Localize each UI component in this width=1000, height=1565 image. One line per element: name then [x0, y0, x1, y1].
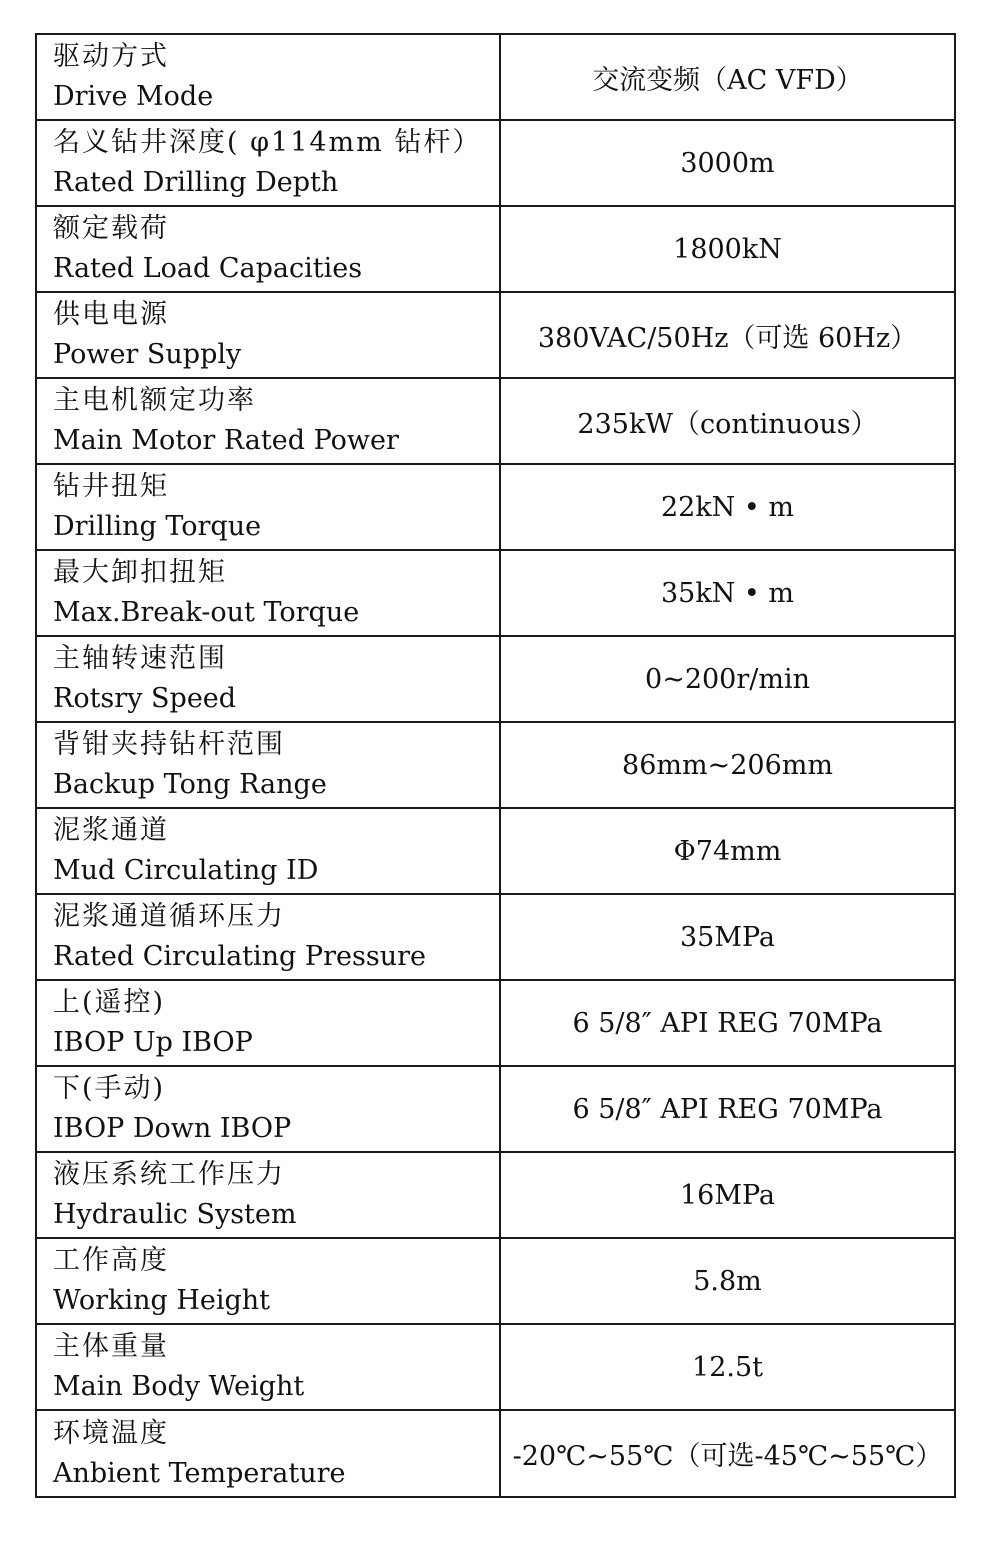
spec-label-cell	[36, 292, 500, 378]
table-row	[36, 206, 955, 292]
spec-label-cn: 泥浆通道	[53, 815, 169, 846]
table-row	[36, 808, 955, 894]
spec-value: 3000m	[500, 120, 955, 206]
spec-label-cn: 主电机额定功率	[53, 385, 256, 416]
spec-label-en: Backup Tong Range	[53, 769, 327, 800]
spec-label-en: Anbient Temperature	[53, 1457, 346, 1489]
spec-label-en: Rotsry Speed	[53, 683, 237, 714]
spec-label-cn: 下(手动)	[53, 1073, 166, 1104]
spec-label-cell	[36, 980, 500, 1066]
spec-value: -20℃~55℃（可选-45℃~55℃）	[500, 1410, 955, 1497]
spec-value: 35kN • m	[500, 550, 955, 636]
spec-label-en: Drilling Torque	[53, 511, 262, 542]
spec-label-cell	[36, 464, 500, 550]
spec-label-cell	[36, 1238, 500, 1324]
spec-value: 1800kN	[500, 206, 955, 292]
spec-value: 235kW（continuous）	[500, 378, 955, 464]
spec-label-cn: 工作高度	[53, 1245, 169, 1276]
spec-label-en: Max.Break-out Torque	[53, 597, 360, 628]
spec-label-cn: 上(遥控)	[53, 987, 166, 1018]
spec-label-cell	[36, 1324, 500, 1410]
table-row	[36, 894, 955, 980]
spec-label-en: Rated Drilling Depth	[53, 167, 339, 198]
spec-value: 380VAC/50Hz（可选 60Hz）	[500, 292, 955, 378]
spec-label-cell	[36, 1066, 500, 1152]
table-row	[36, 1324, 955, 1410]
spec-label-cell	[36, 1152, 500, 1238]
spec-value: 35MPa	[500, 894, 955, 980]
spec-label-cn: 主体重量	[53, 1331, 169, 1362]
spec-label-en: Power Supply	[53, 339, 242, 370]
table-row	[36, 292, 955, 378]
spec-label-cell	[36, 550, 500, 636]
spec-label-cell	[36, 722, 500, 808]
spec-label-cell	[36, 120, 500, 206]
spec-value: 6 5/8″ API REG 70MPa	[500, 1066, 955, 1152]
spec-value: 12.5t	[500, 1324, 955, 1410]
spec-label-en: IBOP Down IBOP	[53, 1113, 292, 1144]
table-row	[36, 550, 955, 636]
spec-label-en: Hydraulic System	[53, 1199, 297, 1230]
spec-label-cn: 供电电源	[53, 299, 169, 330]
spec-value: Φ74mm	[500, 808, 955, 894]
table-row	[36, 1238, 955, 1324]
spec-label-en: IBOP Up IBOP	[53, 1027, 253, 1058]
table-row	[36, 980, 955, 1066]
spec-label-en: Drive Mode	[53, 81, 214, 112]
spec-label-en: Rated Load Capacities	[53, 253, 363, 284]
spec-label-cn: 名义钻井深度( φ114mm 钻杆）	[53, 127, 482, 158]
spec-label-cn: 泥浆通道循环压力	[53, 901, 285, 932]
table-row	[36, 378, 955, 464]
spec-label-en: Main Motor Rated Power	[53, 425, 399, 456]
spec-label-en: Working Height	[53, 1285, 271, 1316]
spec-label-cell	[36, 636, 500, 722]
spec-label-cell	[36, 894, 500, 980]
spec-value: 6 5/8″ API REG 70MPa	[500, 980, 955, 1066]
spec-value: 16MPa	[500, 1152, 955, 1238]
spec-label-cell	[36, 378, 500, 464]
table-row	[36, 636, 955, 722]
spec-label-en: Main Body Weight	[53, 1371, 305, 1402]
spec-label-cell	[36, 34, 500, 120]
spec-label-cn: 钻井扭矩	[53, 471, 169, 502]
table-row	[36, 1410, 955, 1497]
spec-value: 22kN • m	[500, 464, 955, 550]
spec-label-en: Mud Circulating ID	[53, 855, 319, 886]
spec-table-body	[36, 34, 955, 1497]
spec-value: 交流变频（AC VFD）	[500, 34, 955, 120]
spec-label-cell	[36, 1410, 500, 1497]
spec-label-cell	[36, 808, 500, 894]
spec-label-cn: 液压系统工作压力	[53, 1159, 285, 1190]
spec-label-cn: 额定载荷	[53, 213, 169, 244]
spec-value: 86mm~206mm	[500, 722, 955, 808]
spec-value: 0~200r/min	[500, 636, 955, 722]
spec-table	[35, 33, 956, 1498]
table-row	[36, 1152, 955, 1238]
table-row	[36, 1066, 955, 1152]
spec-label-cn: 环境温度	[53, 1417, 169, 1449]
table-row	[36, 34, 955, 120]
spec-label-en: Rated Circulating Pressure	[53, 941, 426, 972]
spec-label-cn: 主轴转速范围	[53, 643, 227, 674]
spec-label-cell	[36, 206, 500, 292]
table-row	[36, 464, 955, 550]
table-row	[36, 722, 955, 808]
spec-label-cn: 背钳夹持钻杆范围	[53, 729, 285, 760]
spec-label-cn: 驱动方式	[53, 41, 169, 72]
spec-label-cn: 最大卸扣扭矩	[53, 557, 227, 588]
spec-value: 5.8m	[500, 1238, 955, 1324]
table-row	[36, 120, 955, 206]
